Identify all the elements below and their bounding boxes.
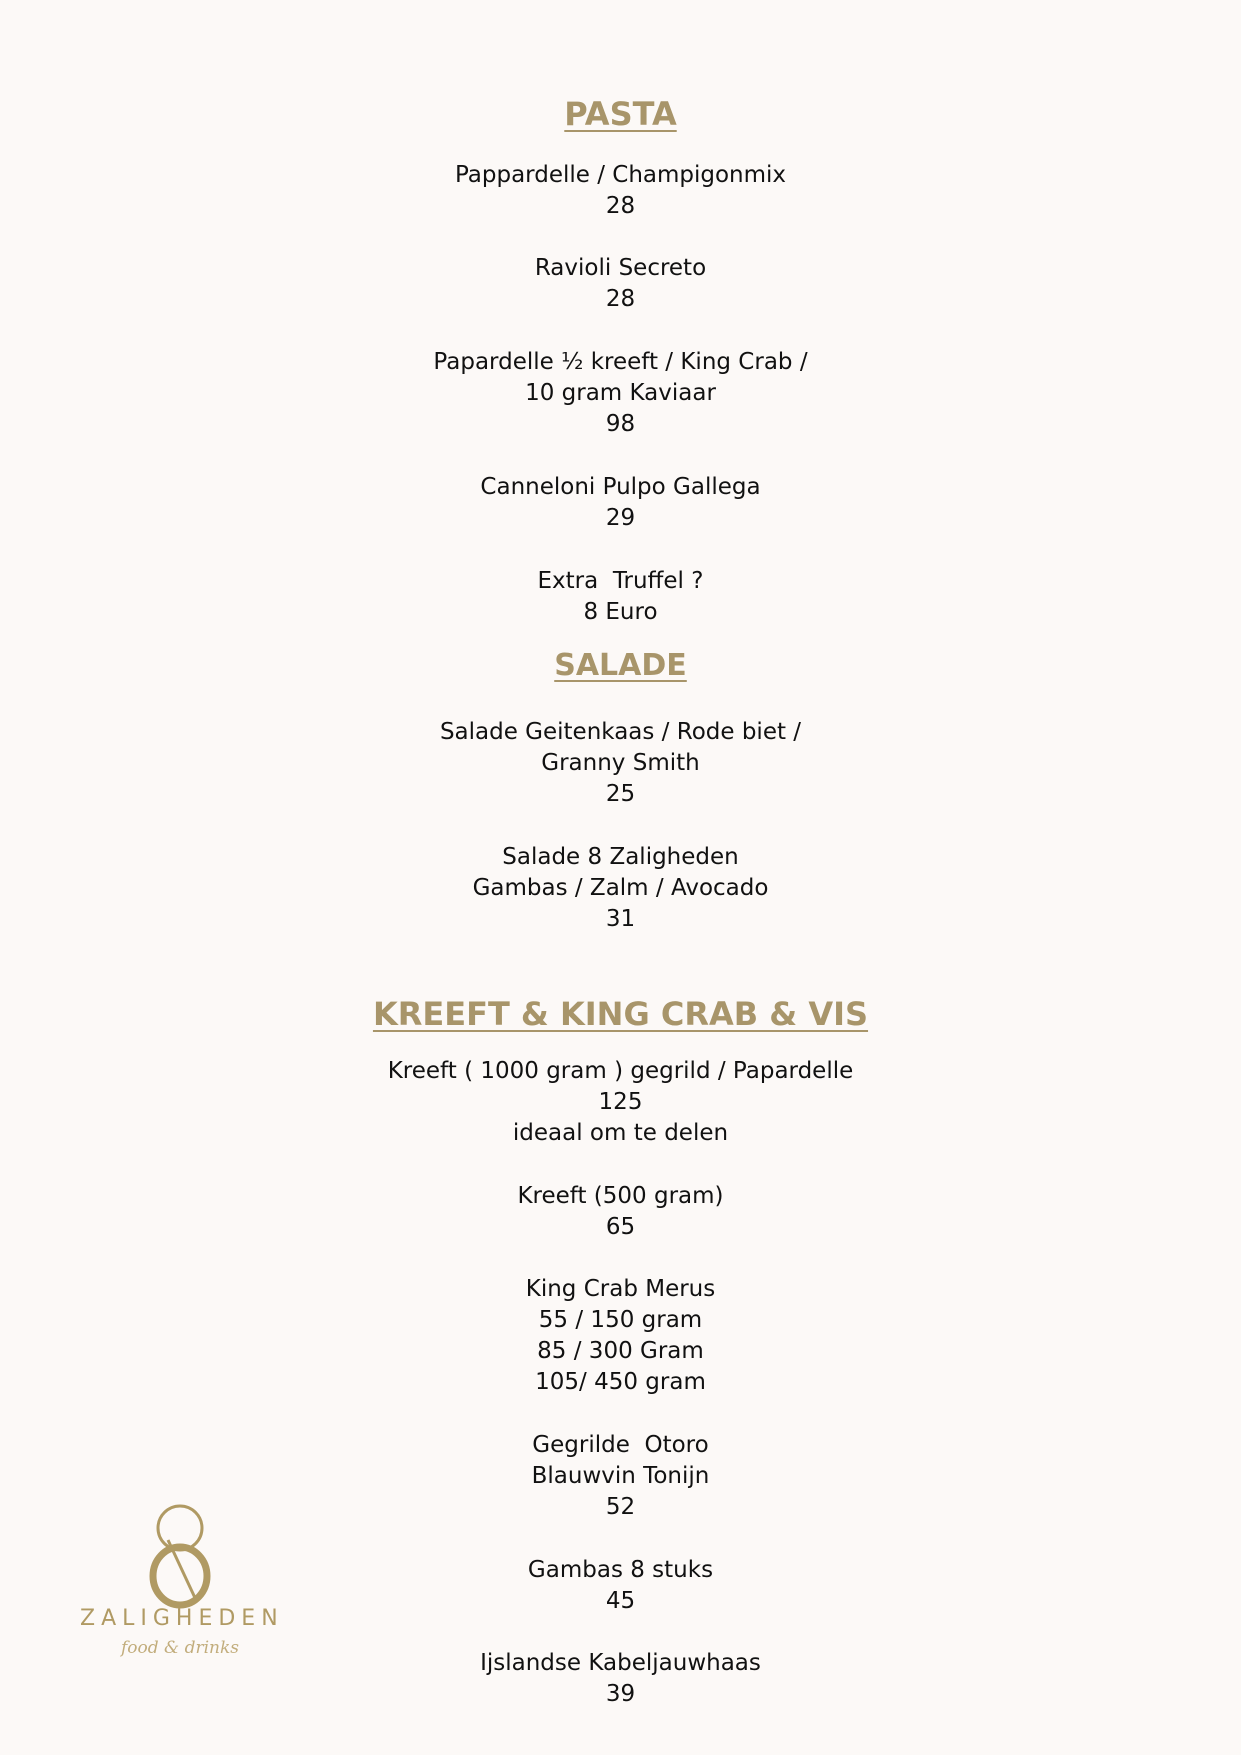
section-title-pasta: PASTA (564, 95, 677, 133)
section-title-salade: SALADE (554, 648, 687, 683)
item-name: Gambas 8 stuks (527, 1557, 714, 1583)
item-price: 85 / 300 Gram (537, 1338, 704, 1364)
item-name: King Crab Merus (525, 1276, 716, 1302)
item-price: 52 (605, 1494, 636, 1520)
item-price: 8 Euro (583, 599, 658, 625)
item-name: Gegrilde Otoro (532, 1432, 709, 1458)
item-name: Ravioli Secreto (534, 255, 707, 281)
item-price: 55 / 150 gram (538, 1307, 703, 1333)
item-name: Ijslandse Kabeljauwhaas (480, 1650, 761, 1676)
item-name: Salade 8 Zaligheden (502, 844, 739, 870)
menu-item (0, 1181, 1241, 1243)
item-name: Kreeft (500 gram) (517, 1183, 724, 1209)
item-detail: Blauwvin Tonijn (531, 1463, 710, 1489)
item-detail: Granny Smith (541, 750, 700, 776)
item-note: ideaal om te delen (512, 1120, 729, 1146)
item-price: 39 (605, 1681, 636, 1707)
item-detail: Gambas / Zalm / Avocado (472, 875, 769, 901)
menu-item (0, 347, 1241, 440)
item-name: Pappardelle / Champigonmix (454, 162, 787, 188)
item-price: 31 (605, 906, 636, 932)
item-name: Papardelle ½ kreeft / King Crab / (433, 349, 808, 375)
item-detail: 10 gram Kaviaar (525, 380, 716, 406)
item-price: 65 (605, 1214, 636, 1240)
menu-item (0, 253, 1241, 315)
item-price: 25 (605, 781, 636, 807)
brand-tagline: food & drinks (120, 1638, 239, 1658)
section-title-kreeft: KREEFT & KING CRAB & VIS (372, 995, 869, 1033)
menu-item (0, 717, 1241, 810)
item-price: 105/ 450 gram (535, 1369, 706, 1395)
menu-item (0, 472, 1241, 534)
menu-item (0, 842, 1241, 935)
brand-name: ZALIGHEDEN (80, 1606, 284, 1631)
menu-item (0, 1274, 1241, 1398)
item-name: Salade Geitenkaas / Rode biet / (439, 719, 802, 745)
item-price: 45 (605, 1588, 636, 1614)
item-name: Canneloni Pulpo Gallega (480, 474, 761, 500)
brand-logo (80, 1500, 284, 1670)
item-price: 28 (605, 193, 636, 219)
item-price: 125 (598, 1089, 643, 1115)
menu-item (0, 1056, 1241, 1149)
menu-item (0, 160, 1241, 222)
item-name: Extra Truffel ? (537, 568, 704, 594)
eight-logo-icon (140, 1500, 220, 1610)
item-price: 28 (605, 286, 636, 312)
item-name: Kreeft ( 1000 gram ) gegrild / Papardelle (387, 1058, 854, 1084)
item-price: 98 (605, 411, 636, 437)
menu-item (0, 566, 1241, 628)
item-price: 29 (605, 505, 636, 531)
